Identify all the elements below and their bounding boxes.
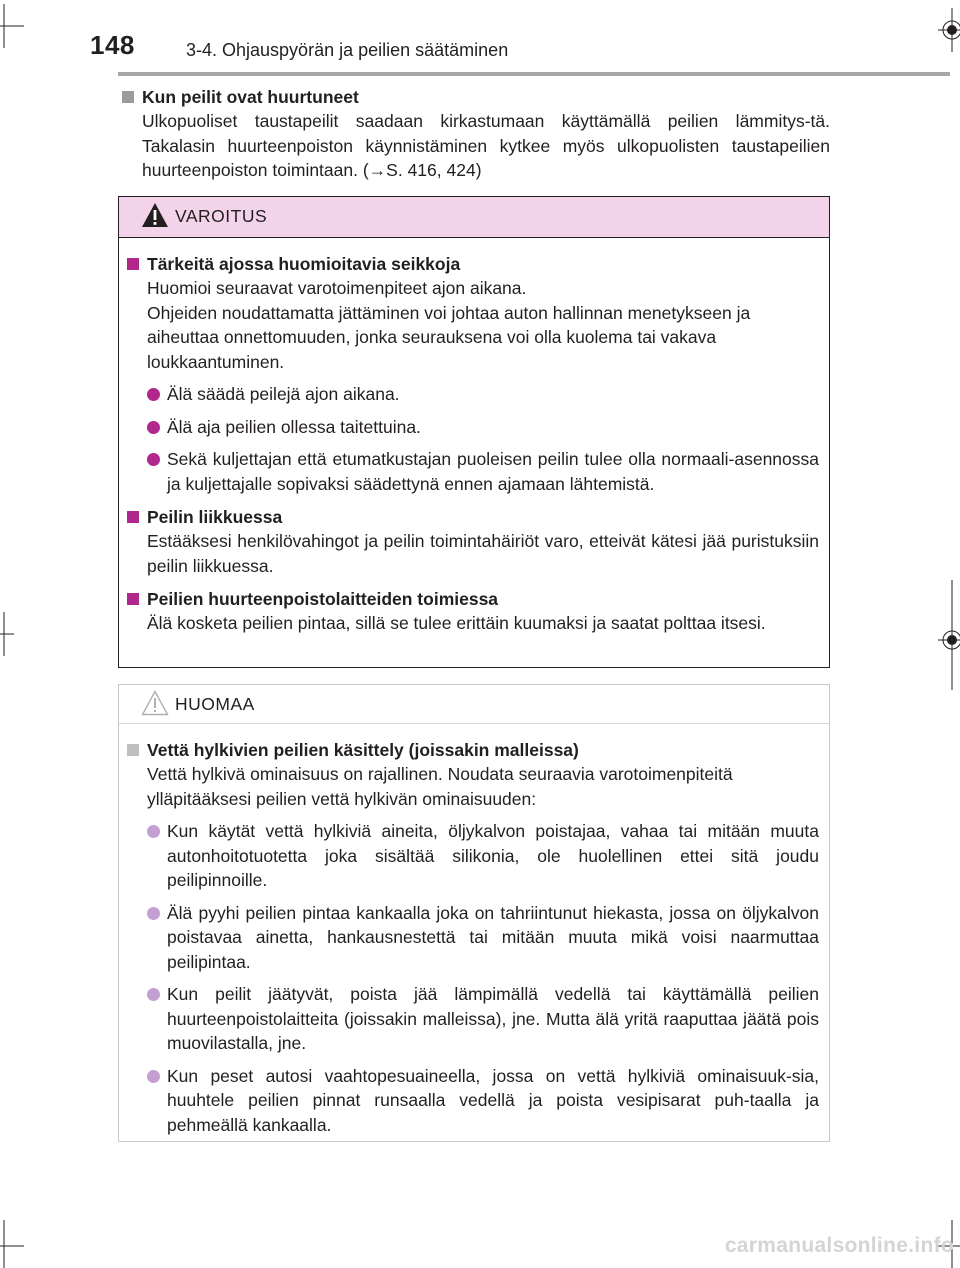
warning-heading-text: Peilien huurteenpoistolaitteiden toimiessa [147,589,499,609]
chapter-title: 3-4. Ohjauspyörän ja peilien säätäminen [186,40,509,60]
list-item-text: Kun käytät vettä hylkiviä aineita, öljykalvon poistajaa, vahaa tai mitään muuta autonhoitotuotetta joka sisältää silikonia, ole huolellinen ettei sitä joudu peilipinnoille. [167,821,819,890]
notice-box [118,684,830,1142]
warning-heading [127,506,819,529]
list-item-text: Sekä kuljettajan että etumatkustajan puoleisen peilin tulee olla normaali-asennossa ja kuljettajalle sopivaksi säädettynä ennen ajamaan lähtemistä. [167,449,819,494]
list-item-text: Kun peset autosi vaahtopesuaineella, jossa on vettä hylkiviä ominaisuuk-sia, huuhtele peilien pinnat runsaalla vedellä ja poista vesipisarat puh-taalla ja pehmeällä kankaalla. [167,1065,819,1135]
header-divider [118,72,950,76]
notice-content [127,739,819,1137]
list-item-text: Älä säädä peilejä ajon aikana. [167,384,400,404]
warning-heading [127,588,819,611]
warning-header [119,197,829,238]
bullet-dot-icon [147,421,160,434]
square-bullet-icon [127,258,139,270]
bullet-dot-icon [147,453,160,466]
list-item [127,447,819,496]
list-item [127,382,819,407]
list-item-text: Älä aja peilien ollessa taitettuina. [167,416,421,437]
bullet-dot-icon [147,988,160,1001]
crop-mark-mid-left [0,612,14,656]
notice-heading [127,739,819,762]
warning-section-moving-mirror [127,506,819,578]
warning-heading-text: Peilin liikkuessa [147,507,283,527]
crop-mark-top-left [0,4,26,48]
warning-body: Huomioi seuraavat varotoimenpiteet ajon aikana. Ohjeiden noudattamatta jättäminen voi johtaa auton hallinnan menetykseen ja aiheuttaa onnettomuuden, jonka seurauksena voi olla kuolema tai vakava loukkaantuminen. [147,278,751,372]
list-item-text: Kun peilit jäätyvät, poista jää lämpimällä vedellä tai käyttämällä peilien huurteenpoistolaitteita (joissakin malleissa), jne. Mutta älä yritä raaputtaa jäätä pois muovilastalla, jne. [167,984,819,1053]
intro-heading-text: Kun peilit ovat huurtuneet [142,87,359,107]
notice-heading-text: Vettä hylkivien peilien käsittely (joissakin malleissa) [147,740,579,760]
list-item [127,901,819,975]
caution-triangle-icon [141,690,169,721]
intro-section [122,86,830,183]
list-item [127,819,819,893]
notice-title: HUOMAA [175,694,255,714]
bullet-dot-icon [147,1070,160,1083]
intro-heading [122,86,830,109]
bullet-dot-icon [147,388,160,401]
list-item [127,1064,819,1138]
warning-section-defogger [127,588,819,636]
notice-body: Vettä hylkivä ominaisuus on rajallinen. Noudata seuraavia varotoimenpiteitä ylläpitääksesi peilien vettä hylkivän ominaisuuden: [147,764,733,809]
page-number: 148 [90,30,135,60]
warning-body: Älä kosketa peilien pintaa, sillä se tulee erittäin kuumaksi ja saatat polttaa itsesi. [147,613,766,633]
warning-title: VAROITUS [175,206,268,226]
warning-heading [127,253,819,276]
square-bullet-icon [127,744,139,756]
warning-content [127,253,819,636]
warning-body: Estääksesi henkilövahingot ja peilin toimintahäiriöt varo, etteivät kätesi jää puristuksiin peilin liikkuessa. [147,531,819,576]
bullet-dot-icon [147,825,160,838]
square-bullet-icon [122,91,134,103]
square-bullet-icon [127,511,139,523]
intro-body: Ulkopuoliset taustapeilit saadaan kirkastumaan käyttämällä peilien lämmitys-tä. Takalasin huurteenpoiston käynnistäminen kytkee myös ulkopuolisten taustapeilien huurteenpoiston toimintaan. (→S. 416, 424) [142,111,830,180]
square-bullet-icon [127,593,139,605]
warning-box [118,196,830,668]
warning-triangle-icon [141,202,169,233]
warning-heading-text: Tärkeitä ajossa huomioitavia seikkoja [147,254,461,274]
crop-mark-bottom-left [0,1220,26,1268]
notice-header [119,685,829,724]
warning-section-driving [127,253,819,496]
registration-mark-top-right [930,8,960,52]
list-item [127,415,819,440]
list-item [127,982,819,1056]
list-item-text: Älä pyyhi peilien pintaa kankaalla joka on tahriintunut hiekasta, jossa on öljykalvon poistavaa ainetta, hankausnestettä tai mitään muuta mikä voisi naarmuttaa peilipintaa. [167,902,819,972]
watermark-link[interactable]: carmanualsonline.info [724,1234,954,1257]
registration-mark-mid-right [930,580,960,690]
bullet-dot-icon [147,907,160,920]
